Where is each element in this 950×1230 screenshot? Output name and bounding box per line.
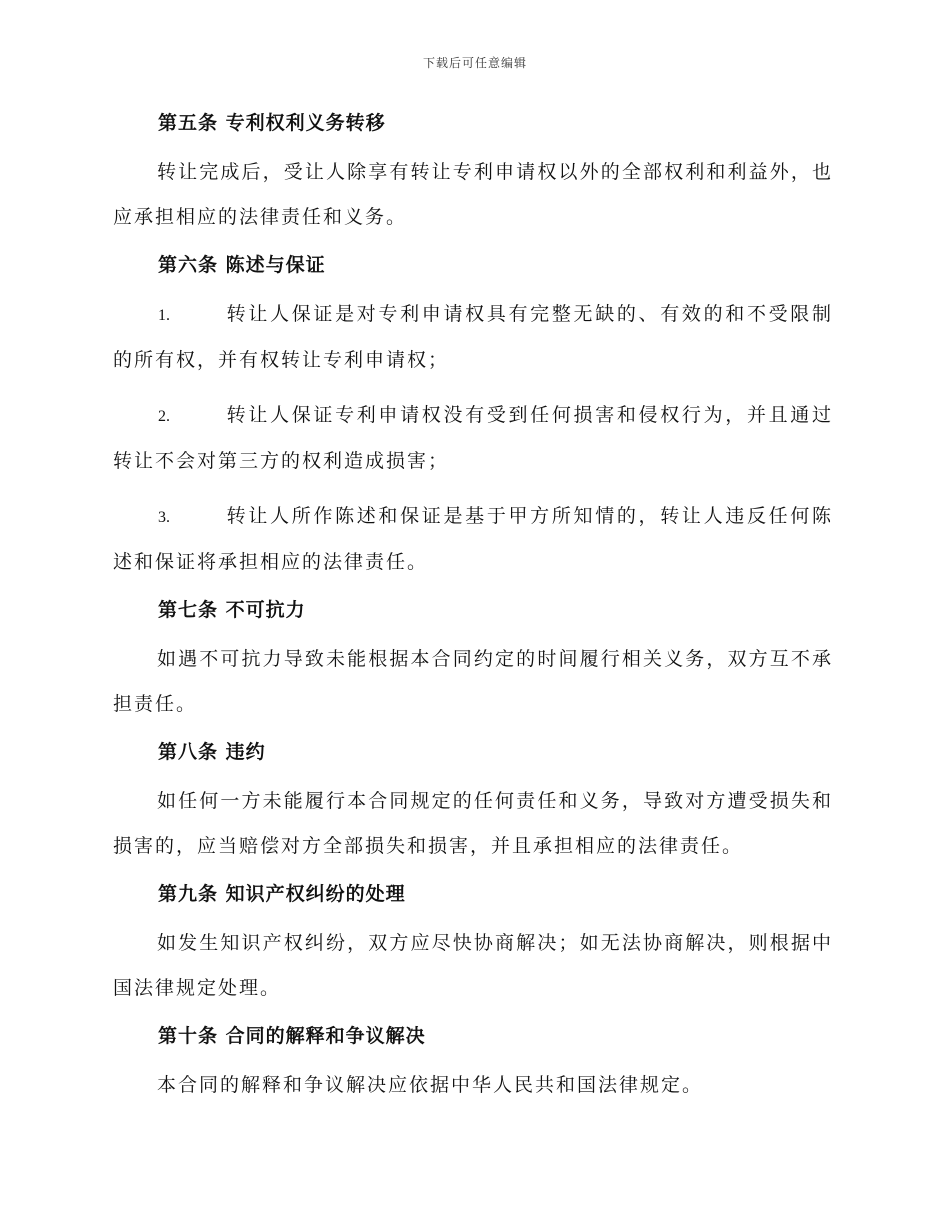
item-text: 转让人所作陈述和保证是基于甲方所知情的，转让人违反任何陈述和保证将承担相应的法律责任。 [113,505,833,573]
section-paragraph: 如任何一方未能履行本合同规定的任何责任和义务，导致对方遭受损失和损害的，应当赔偿对方全部损失和损害，并且承担相应的法律责任。 [113,790,833,857]
section-heading: 第八条 违约 [158,741,266,763]
section-heading: 第七条 不可抗力 [158,599,306,621]
document-body [113,108,833,1108]
section-paragraph: 如遇不可抗力导致未能根据本合同约定的时间履行相关义务，双方互不承担责任。 [113,648,833,715]
section-paragraph: 本合同的解释和争议解决应依据中华人民共和国法律规定。 [157,1074,704,1096]
item-number: 2. [158,408,170,425]
section-paragraph: 转让完成后，受让人除享有转让专利申请权以外的全部权利和利益外，也应承担相应的法律责任和义务。 [113,161,833,228]
item-number: 1. [158,307,170,324]
section-heading: 第六条 陈述与保证 [158,254,326,276]
section-heading: 第五条 专利权利义务转移 [158,112,386,134]
section-paragraph: 如发生知识产权纠纷，双方应尽快协商解决；如无法协商解决，则根据中国法律规定处理。 [113,932,833,999]
list-item [113,292,833,383]
item-number: 3. [158,509,170,526]
list-item [113,494,833,585]
item-text: 转让人保证是对专利申请权具有完整无缺的、有效的和不受限制的所有权，并有权转让专利申请权； [113,303,833,371]
section-heading: 第十条 合同的解释和争议解决 [158,1025,426,1047]
item-text: 转让人保证专利申请权没有受到任何损害和侵权行为，并且通过转让不会对第三方的权利造成损害； [113,404,833,472]
section-heading: 第九条 知识产权纠纷的处理 [158,883,406,905]
list-item [113,393,833,484]
header-note: 下载后可任意编辑 [422,56,527,70]
